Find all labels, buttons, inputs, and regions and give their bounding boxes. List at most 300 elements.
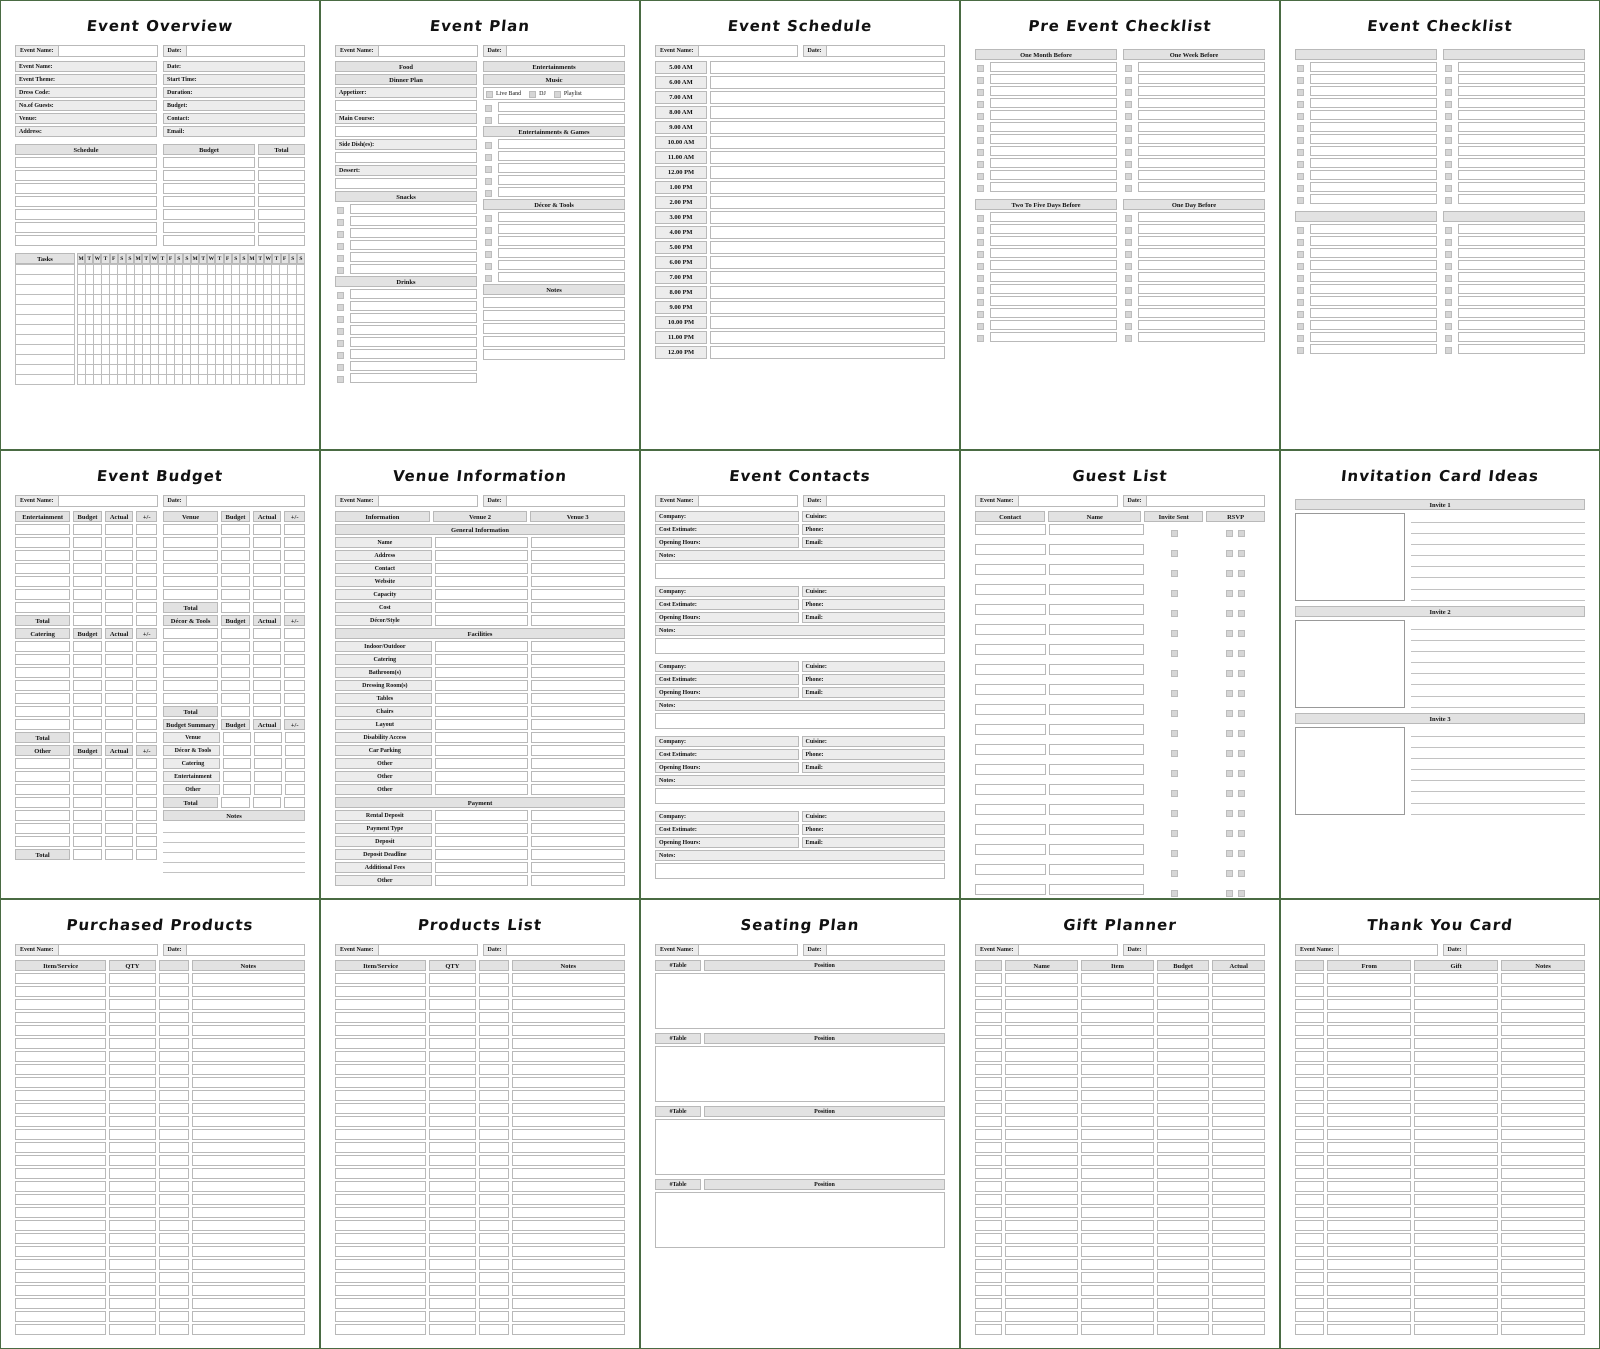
checklist-item[interactable] — [1458, 122, 1585, 132]
checklist-item[interactable] — [1138, 182, 1265, 192]
checkbox[interactable] — [977, 125, 984, 132]
checkbox[interactable] — [486, 91, 493, 98]
checklist-item[interactable] — [1310, 332, 1437, 342]
checklist-item[interactable] — [1458, 146, 1585, 156]
checkbox[interactable] — [1445, 125, 1452, 132]
event-name-field[interactable] — [335, 495, 478, 507]
checklist-item[interactable] — [990, 248, 1117, 258]
checklist-item[interactable] — [990, 236, 1117, 246]
time-entry[interactable] — [710, 196, 945, 209]
checkbox[interactable] — [1226, 650, 1233, 657]
checkbox[interactable] — [1226, 610, 1233, 617]
checkbox[interactable] — [1125, 185, 1132, 192]
checklist-item[interactable] — [1138, 308, 1265, 318]
checklist-item[interactable] — [990, 98, 1117, 108]
checkbox[interactable] — [1125, 113, 1132, 120]
checkbox[interactable] — [1297, 197, 1304, 204]
checklist-item[interactable] — [1310, 296, 1437, 306]
checkbox[interactable] — [977, 173, 984, 180]
checklist-item[interactable] — [1138, 320, 1265, 330]
checkbox[interactable] — [485, 251, 492, 258]
checkbox[interactable] — [1171, 630, 1178, 637]
checklist-item[interactable] — [1310, 236, 1437, 246]
time-entry[interactable] — [710, 301, 945, 314]
time-entry[interactable] — [710, 346, 945, 359]
checklist-item[interactable] — [990, 74, 1117, 84]
task-cell[interactable] — [16, 365, 75, 375]
checkbox[interactable] — [1125, 149, 1132, 156]
checkbox[interactable] — [485, 263, 492, 270]
checklist-item[interactable] — [1310, 146, 1437, 156]
game-input[interactable] — [498, 187, 625, 197]
checkbox[interactable] — [1445, 227, 1452, 234]
notes-input[interactable] — [655, 788, 945, 804]
checkbox[interactable] — [1297, 311, 1304, 318]
time-entry[interactable] — [710, 76, 945, 89]
checkbox[interactable] — [1226, 670, 1233, 677]
decor-input[interactable] — [498, 236, 625, 246]
checkbox[interactable] — [1238, 770, 1245, 777]
event-name-input[interactable] — [379, 495, 478, 507]
checkbox[interactable] — [1238, 790, 1245, 797]
tick-cell[interactable] — [78, 375, 86, 385]
checkbox[interactable] — [977, 263, 984, 270]
checkbox[interactable] — [1171, 710, 1178, 717]
checklist-item[interactable] — [1310, 182, 1437, 192]
checkbox[interactable] — [977, 335, 984, 342]
time-entry[interactable] — [710, 91, 945, 104]
checkbox[interactable] — [1238, 730, 1245, 737]
invite-notes-lines[interactable] — [1411, 513, 1585, 601]
tick-cell[interactable] — [78, 315, 86, 325]
checkbox[interactable] — [1125, 101, 1132, 108]
checkbox[interactable] — [1125, 239, 1132, 246]
checklist-item[interactable] — [1458, 158, 1585, 168]
date-field[interactable] — [803, 944, 946, 956]
checklist-item[interactable] — [1310, 134, 1437, 144]
checklist-item[interactable] — [1310, 272, 1437, 282]
checklist-item[interactable] — [1310, 194, 1437, 204]
checkbox[interactable] — [1226, 630, 1233, 637]
time-entry[interactable] — [710, 106, 945, 119]
event-name-field[interactable] — [975, 495, 1118, 507]
checkbox[interactable] — [1226, 750, 1233, 757]
checkbox[interactable] — [1171, 610, 1178, 617]
budget-cell[interactable] — [163, 170, 255, 181]
tick-cell[interactable] — [78, 295, 86, 305]
event-name-field[interactable] — [655, 45, 798, 57]
checklist-item[interactable] — [1138, 86, 1265, 96]
notes-line[interactable] — [163, 843, 305, 853]
checkbox[interactable] — [1125, 323, 1132, 330]
task-cell[interactable] — [16, 275, 75, 285]
checkbox[interactable] — [1445, 89, 1452, 96]
drink-input[interactable] — [350, 289, 477, 299]
checklist-item[interactable] — [1310, 98, 1437, 108]
time-entry[interactable] — [710, 256, 945, 269]
checkbox[interactable] — [485, 105, 492, 112]
checkbox[interactable] — [977, 311, 984, 318]
checkbox[interactable] — [1445, 173, 1452, 180]
notes-line[interactable] — [163, 853, 305, 863]
checklist-item[interactable] — [990, 146, 1117, 156]
tick-cell[interactable] — [78, 345, 86, 355]
checkbox[interactable] — [337, 243, 344, 250]
tick-cell[interactable] — [78, 325, 86, 335]
date-input[interactable] — [827, 495, 946, 507]
checkbox[interactable] — [1171, 570, 1178, 577]
checklist-item[interactable] — [1310, 62, 1437, 72]
checklist-item[interactable] — [990, 212, 1117, 222]
checklist-item[interactable] — [1138, 212, 1265, 222]
checkbox[interactable] — [977, 65, 984, 72]
checkbox[interactable] — [977, 299, 984, 306]
event-name-input[interactable] — [1339, 944, 1438, 956]
checklist-item[interactable] — [1310, 110, 1437, 120]
date-field[interactable] — [1123, 495, 1266, 507]
time-entry[interactable] — [710, 166, 945, 179]
checkbox[interactable] — [1445, 239, 1452, 246]
checklist-item[interactable] — [1458, 194, 1585, 204]
time-entry[interactable] — [710, 226, 945, 239]
drink-input[interactable] — [350, 337, 477, 347]
drink-input[interactable] — [350, 301, 477, 311]
checkbox[interactable] — [1171, 890, 1178, 897]
checkbox[interactable] — [1125, 161, 1132, 168]
date-field[interactable] — [163, 944, 306, 956]
checkbox[interactable] — [337, 267, 344, 274]
task-cell[interactable] — [16, 295, 75, 305]
checkbox[interactable] — [485, 178, 492, 185]
checklist-item[interactable] — [1310, 260, 1437, 270]
checklist-item[interactable] — [990, 272, 1117, 282]
checkbox[interactable] — [1297, 347, 1304, 354]
total-cell[interactable] — [258, 157, 305, 168]
checkbox[interactable] — [1171, 550, 1178, 557]
notes-line[interactable] — [483, 297, 625, 308]
date-input[interactable] — [187, 45, 306, 57]
checklist-item[interactable] — [1138, 170, 1265, 180]
checklist-item[interactable] — [1458, 332, 1585, 342]
snack-input[interactable] — [350, 204, 477, 214]
event-name-field[interactable] — [655, 944, 798, 956]
checklist-item[interactable] — [1310, 74, 1437, 84]
checkbox[interactable] — [977, 215, 984, 222]
task-cell[interactable] — [16, 265, 75, 275]
checkbox[interactable] — [485, 117, 492, 124]
checkbox[interactable] — [1297, 137, 1304, 144]
checkbox[interactable] — [1226, 690, 1233, 697]
checkbox[interactable] — [1171, 810, 1178, 817]
time-entry[interactable] — [710, 211, 945, 224]
date-input[interactable] — [1467, 944, 1586, 956]
checkbox[interactable] — [1238, 850, 1245, 857]
checkbox[interactable] — [1445, 137, 1452, 144]
checkbox[interactable] — [1445, 287, 1452, 294]
checkbox[interactable] — [977, 149, 984, 156]
checklist-item[interactable] — [1138, 110, 1265, 120]
task-cell[interactable] — [16, 325, 75, 335]
checklist-item[interactable] — [1458, 134, 1585, 144]
task-cell[interactable] — [16, 305, 75, 315]
checkbox[interactable] — [977, 101, 984, 108]
time-entry[interactable] — [710, 136, 945, 149]
checkbox[interactable] — [1226, 810, 1233, 817]
checkbox[interactable] — [337, 316, 344, 323]
total-cell[interactable] — [258, 170, 305, 181]
checklist-item[interactable] — [1458, 296, 1585, 306]
checkbox[interactable] — [977, 275, 984, 282]
checkbox[interactable] — [485, 142, 492, 149]
checkbox[interactable] — [977, 113, 984, 120]
time-entry[interactable] — [710, 121, 945, 134]
checkbox[interactable] — [1445, 197, 1452, 204]
checkbox[interactable] — [1125, 227, 1132, 234]
tick-cell[interactable] — [78, 355, 86, 365]
checkbox[interactable] — [1226, 590, 1233, 597]
checkbox[interactable] — [1238, 670, 1245, 677]
checkbox[interactable] — [1238, 710, 1245, 717]
date-field[interactable] — [483, 944, 626, 956]
checkbox[interactable] — [977, 251, 984, 258]
checklist-item[interactable] — [1138, 146, 1265, 156]
date-field[interactable] — [163, 45, 306, 57]
checkbox[interactable] — [1125, 89, 1132, 96]
checkbox[interactable] — [1297, 113, 1304, 120]
checklist-item[interactable] — [1458, 170, 1585, 180]
seating-area[interactable] — [655, 1119, 945, 1175]
tick-cell[interactable] — [78, 305, 86, 315]
date-input[interactable] — [827, 45, 946, 57]
checklist-item[interactable] — [1310, 122, 1437, 132]
checklist-item[interactable] — [990, 332, 1117, 342]
time-entry[interactable] — [710, 331, 945, 344]
checkbox[interactable] — [554, 91, 561, 98]
checkbox[interactable] — [337, 364, 344, 371]
checkbox[interactable] — [1297, 125, 1304, 132]
checklist-item[interactable] — [1458, 224, 1585, 234]
checkbox[interactable] — [1297, 227, 1304, 234]
checkbox[interactable] — [977, 287, 984, 294]
event-name-field[interactable] — [655, 495, 798, 507]
checklist-item[interactable] — [1138, 158, 1265, 168]
checklist-item[interactable] — [1458, 344, 1585, 354]
checklist-item[interactable] — [1138, 122, 1265, 132]
event-name-input[interactable] — [699, 45, 798, 57]
checkbox[interactable] — [1171, 790, 1178, 797]
checkbox[interactable] — [485, 239, 492, 246]
schedule-cell[interactable] — [15, 209, 157, 220]
date-field[interactable] — [483, 45, 626, 57]
checklist-item[interactable] — [1458, 272, 1585, 282]
checkbox[interactable] — [977, 89, 984, 96]
budget-cell[interactable] — [163, 157, 255, 168]
checkbox[interactable] — [1125, 173, 1132, 180]
decor-input[interactable] — [498, 224, 625, 234]
checkbox[interactable] — [1226, 830, 1233, 837]
checkbox[interactable] — [1171, 650, 1178, 657]
snack-input[interactable] — [350, 240, 477, 250]
invite-notes-lines[interactable] — [1411, 727, 1585, 815]
checklist-item[interactable] — [1458, 236, 1585, 246]
checklist-item[interactable] — [1458, 74, 1585, 84]
checkbox[interactable] — [1226, 890, 1233, 897]
date-field[interactable] — [803, 495, 946, 507]
checkbox[interactable] — [977, 137, 984, 144]
event-name-field[interactable] — [975, 944, 1118, 956]
checklist-item[interactable] — [990, 224, 1117, 234]
task-cell[interactable] — [16, 345, 75, 355]
music-input[interactable] — [498, 102, 625, 112]
checklist-item[interactable] — [1310, 170, 1437, 180]
checkbox[interactable] — [1297, 65, 1304, 72]
decor-input[interactable] — [498, 248, 625, 258]
notes-line[interactable] — [483, 310, 625, 321]
tick-cell[interactable] — [78, 365, 86, 375]
checklist-item[interactable] — [1458, 110, 1585, 120]
checklist-item[interactable] — [1310, 158, 1437, 168]
event-name-input[interactable] — [379, 944, 478, 956]
notes-input[interactable] — [655, 863, 945, 879]
checklist-item[interactable] — [990, 182, 1117, 192]
checkbox[interactable] — [1171, 670, 1178, 677]
checkbox[interactable] — [1226, 850, 1233, 857]
checkbox[interactable] — [1238, 570, 1245, 577]
schedule-cell[interactable] — [15, 170, 157, 181]
checkbox[interactable] — [1171, 850, 1178, 857]
event-name-field[interactable] — [335, 45, 478, 57]
checklist-item[interactable] — [1138, 134, 1265, 144]
date-input[interactable] — [507, 495, 626, 507]
total-cell[interactable] — [258, 196, 305, 207]
checkbox[interactable] — [1445, 311, 1452, 318]
checklist-item[interactable] — [990, 110, 1117, 120]
checkbox[interactable] — [337, 304, 344, 311]
invite-image-placeholder[interactable] — [1295, 727, 1405, 815]
checklist-item[interactable] — [1458, 86, 1585, 96]
date-field[interactable] — [803, 45, 946, 57]
checkbox[interactable] — [1238, 590, 1245, 597]
time-entry[interactable] — [710, 316, 945, 329]
checklist-item[interactable] — [1458, 62, 1585, 72]
checklist-item[interactable] — [990, 158, 1117, 168]
checkbox[interactable] — [977, 77, 984, 84]
schedule-cell[interactable] — [15, 196, 157, 207]
notes-line[interactable] — [163, 833, 305, 843]
checklist-item[interactable] — [1310, 344, 1437, 354]
checklist-item[interactable] — [1138, 284, 1265, 294]
game-input[interactable] — [498, 151, 625, 161]
checkbox[interactable] — [485, 190, 492, 197]
tick-cell[interactable] — [78, 335, 86, 345]
event-name-input[interactable] — [59, 944, 158, 956]
checkbox[interactable] — [1171, 770, 1178, 777]
checklist-item[interactable] — [1138, 332, 1265, 342]
date-field[interactable] — [163, 495, 306, 507]
checkbox[interactable] — [1226, 570, 1233, 577]
decor-input[interactable] — [498, 272, 625, 282]
checkbox[interactable] — [1297, 335, 1304, 342]
checkbox[interactable] — [1238, 610, 1245, 617]
checklist-item[interactable] — [1458, 260, 1585, 270]
drink-input[interactable] — [350, 361, 477, 371]
time-entry[interactable] — [710, 271, 945, 284]
checkbox[interactable] — [1445, 275, 1452, 282]
checkbox[interactable] — [485, 166, 492, 173]
checkbox[interactable] — [1297, 89, 1304, 96]
checkbox[interactable] — [1297, 239, 1304, 246]
checkbox[interactable] — [1171, 750, 1178, 757]
checkbox[interactable] — [485, 154, 492, 161]
music-input[interactable] — [498, 114, 625, 124]
drink-input[interactable] — [350, 349, 477, 359]
checkbox[interactable] — [337, 352, 344, 359]
checkbox[interactable] — [337, 292, 344, 299]
checklist-item[interactable] — [990, 122, 1117, 132]
checkbox[interactable] — [1171, 690, 1178, 697]
checkbox[interactable] — [1238, 830, 1245, 837]
checkbox[interactable] — [1125, 215, 1132, 222]
schedule-cell[interactable] — [15, 183, 157, 194]
checklist-item[interactable] — [990, 320, 1117, 330]
game-input[interactable] — [498, 163, 625, 173]
task-tick-grid[interactable] — [77, 264, 305, 385]
checkbox[interactable] — [1226, 730, 1233, 737]
invite-image-placeholder[interactable] — [1295, 513, 1405, 601]
date-input[interactable] — [827, 944, 946, 956]
notes-input[interactable] — [655, 563, 945, 579]
event-name-input[interactable] — [699, 944, 798, 956]
checklist-item[interactable] — [1458, 182, 1585, 192]
event-name-field[interactable] — [15, 944, 158, 956]
checkbox[interactable] — [485, 275, 492, 282]
total-cell[interactable] — [258, 222, 305, 233]
event-name-input[interactable] — [1019, 495, 1118, 507]
checkbox[interactable] — [1125, 335, 1132, 342]
checkbox[interactable] — [1297, 173, 1304, 180]
checkbox[interactable] — [337, 376, 344, 383]
event-name-field[interactable] — [335, 944, 478, 956]
event-name-field[interactable] — [15, 495, 158, 507]
event-name-input[interactable] — [59, 45, 158, 57]
time-entry[interactable] — [710, 151, 945, 164]
checkbox[interactable] — [1171, 590, 1178, 597]
task-cell[interactable] — [16, 355, 75, 365]
date-field[interactable] — [1443, 944, 1586, 956]
checklist-item[interactable] — [1138, 98, 1265, 108]
event-name-field[interactable] — [15, 45, 158, 57]
checkbox[interactable] — [1226, 770, 1233, 777]
task-cell[interactable] — [16, 335, 75, 345]
total-cell[interactable] — [258, 235, 305, 246]
drink-input[interactable] — [350, 373, 477, 383]
checkbox[interactable] — [1238, 810, 1245, 817]
checkbox[interactable] — [1238, 750, 1245, 757]
checklist-item[interactable] — [990, 296, 1117, 306]
checkbox[interactable] — [529, 91, 536, 98]
checklist-item[interactable] — [990, 284, 1117, 294]
checkbox[interactable] — [1445, 347, 1452, 354]
checklist-item[interactable] — [1310, 248, 1437, 258]
decor-input[interactable] — [498, 260, 625, 270]
checkbox[interactable] — [1297, 251, 1304, 258]
checkbox[interactable] — [1445, 113, 1452, 120]
total-cell[interactable] — [258, 183, 305, 194]
checkbox[interactable] — [1445, 323, 1452, 330]
checkbox[interactable] — [1445, 161, 1452, 168]
checkbox[interactable] — [1226, 530, 1233, 537]
checkbox[interactable] — [1125, 311, 1132, 318]
